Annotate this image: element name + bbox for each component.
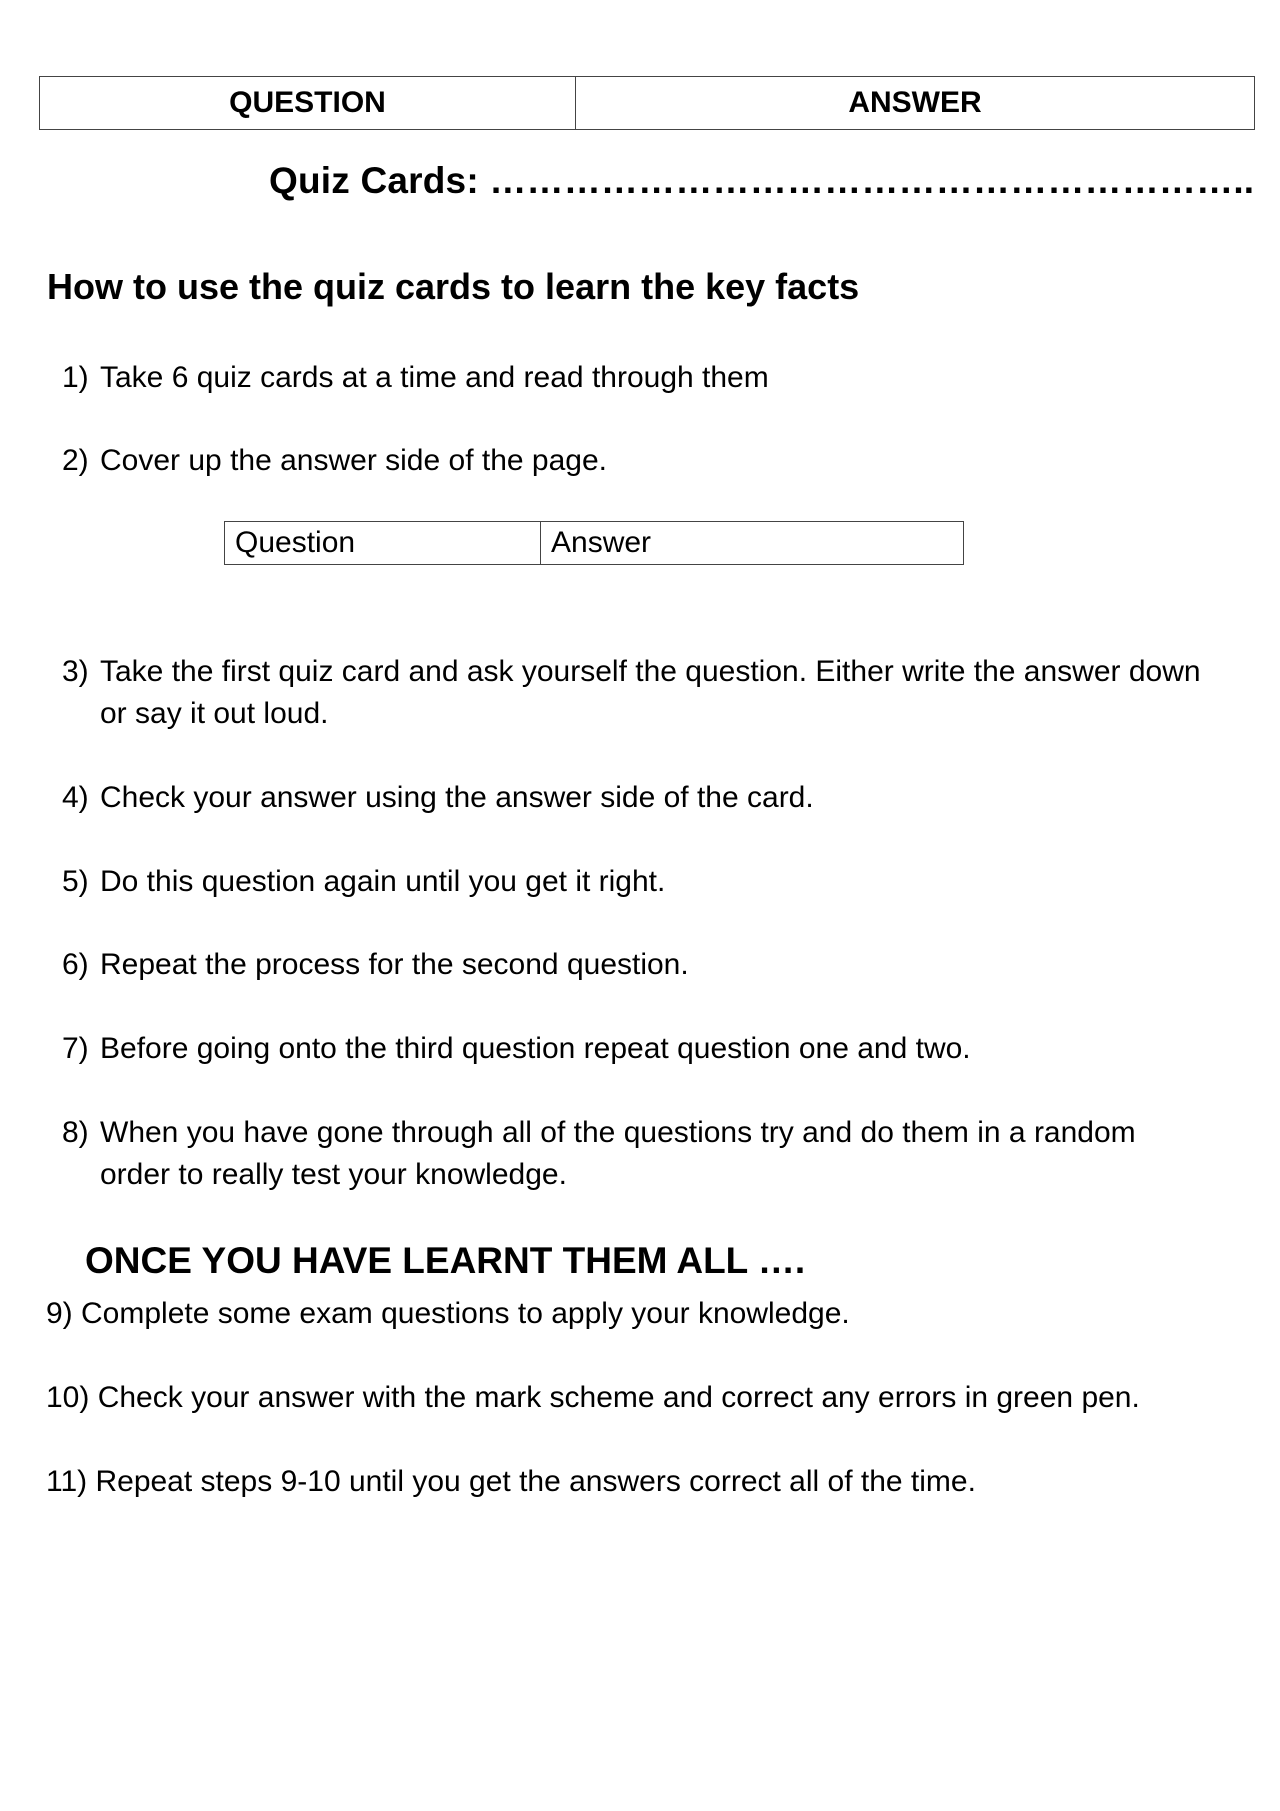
step-text: Cover up the answer side of the page. [100,444,607,477]
step-item [62,777,1212,819]
header-question-cell: QUESTION [40,77,576,130]
quiz-cards-title: Quiz Cards: …………………………………………………….. [269,160,1255,201]
header-table [39,76,1255,130]
step-text: Take 6 quiz cards at a time and read through them [100,361,769,394]
final-step-item: 11) Repeat steps 9-10 until you get the answers correct all of the time. [46,1465,976,1498]
step-item [62,651,1212,735]
step-text: When you have gone through all of the questions try and do them in a random order to really test your knowledge. [100,1116,1136,1191]
step-number: 2) [62,444,89,477]
step-number: 4) [62,781,89,814]
step-item [62,944,1212,986]
step-text: Before going onto the third question repeat question one and two. [100,1032,971,1065]
step-number: 1) [62,361,89,394]
example-answer-cell: Answer [541,522,964,565]
header-answer-cell: ANSWER [576,77,1255,130]
once-learnt-heading: ONCE YOU HAVE LEARNT THEM ALL …. [85,1240,806,1281]
step-number: 5) [62,865,89,898]
example-card-table [224,521,964,565]
step-item [62,861,1212,903]
step-number: 6) [62,948,89,981]
step-text: Check your answer using the answer side of the card. [100,781,814,814]
step-item [62,440,1212,482]
step-text: Do this question again until you get it right. [100,865,666,898]
step-number: 3) [62,655,89,688]
final-step-item: 9) Complete some exam questions to apply your knowledge. [46,1297,850,1330]
step-item [62,1028,1212,1070]
step-number: 8) [62,1116,89,1149]
final-step-item: 10) Check your answer with the mark scheme and correct any errors in green pen. [46,1381,1140,1414]
instructions-heading: How to use the quiz cards to learn the key facts [47,266,860,307]
step-text: Repeat the process for the second question. [100,948,689,981]
step-number: 7) [62,1032,89,1065]
step-item [62,357,1212,399]
example-question-cell: Question [225,522,541,565]
step-item [62,1112,1212,1196]
step-text: Take the first quiz card and ask yourself the question. Either write the answer down or say it out loud. [100,655,1201,730]
